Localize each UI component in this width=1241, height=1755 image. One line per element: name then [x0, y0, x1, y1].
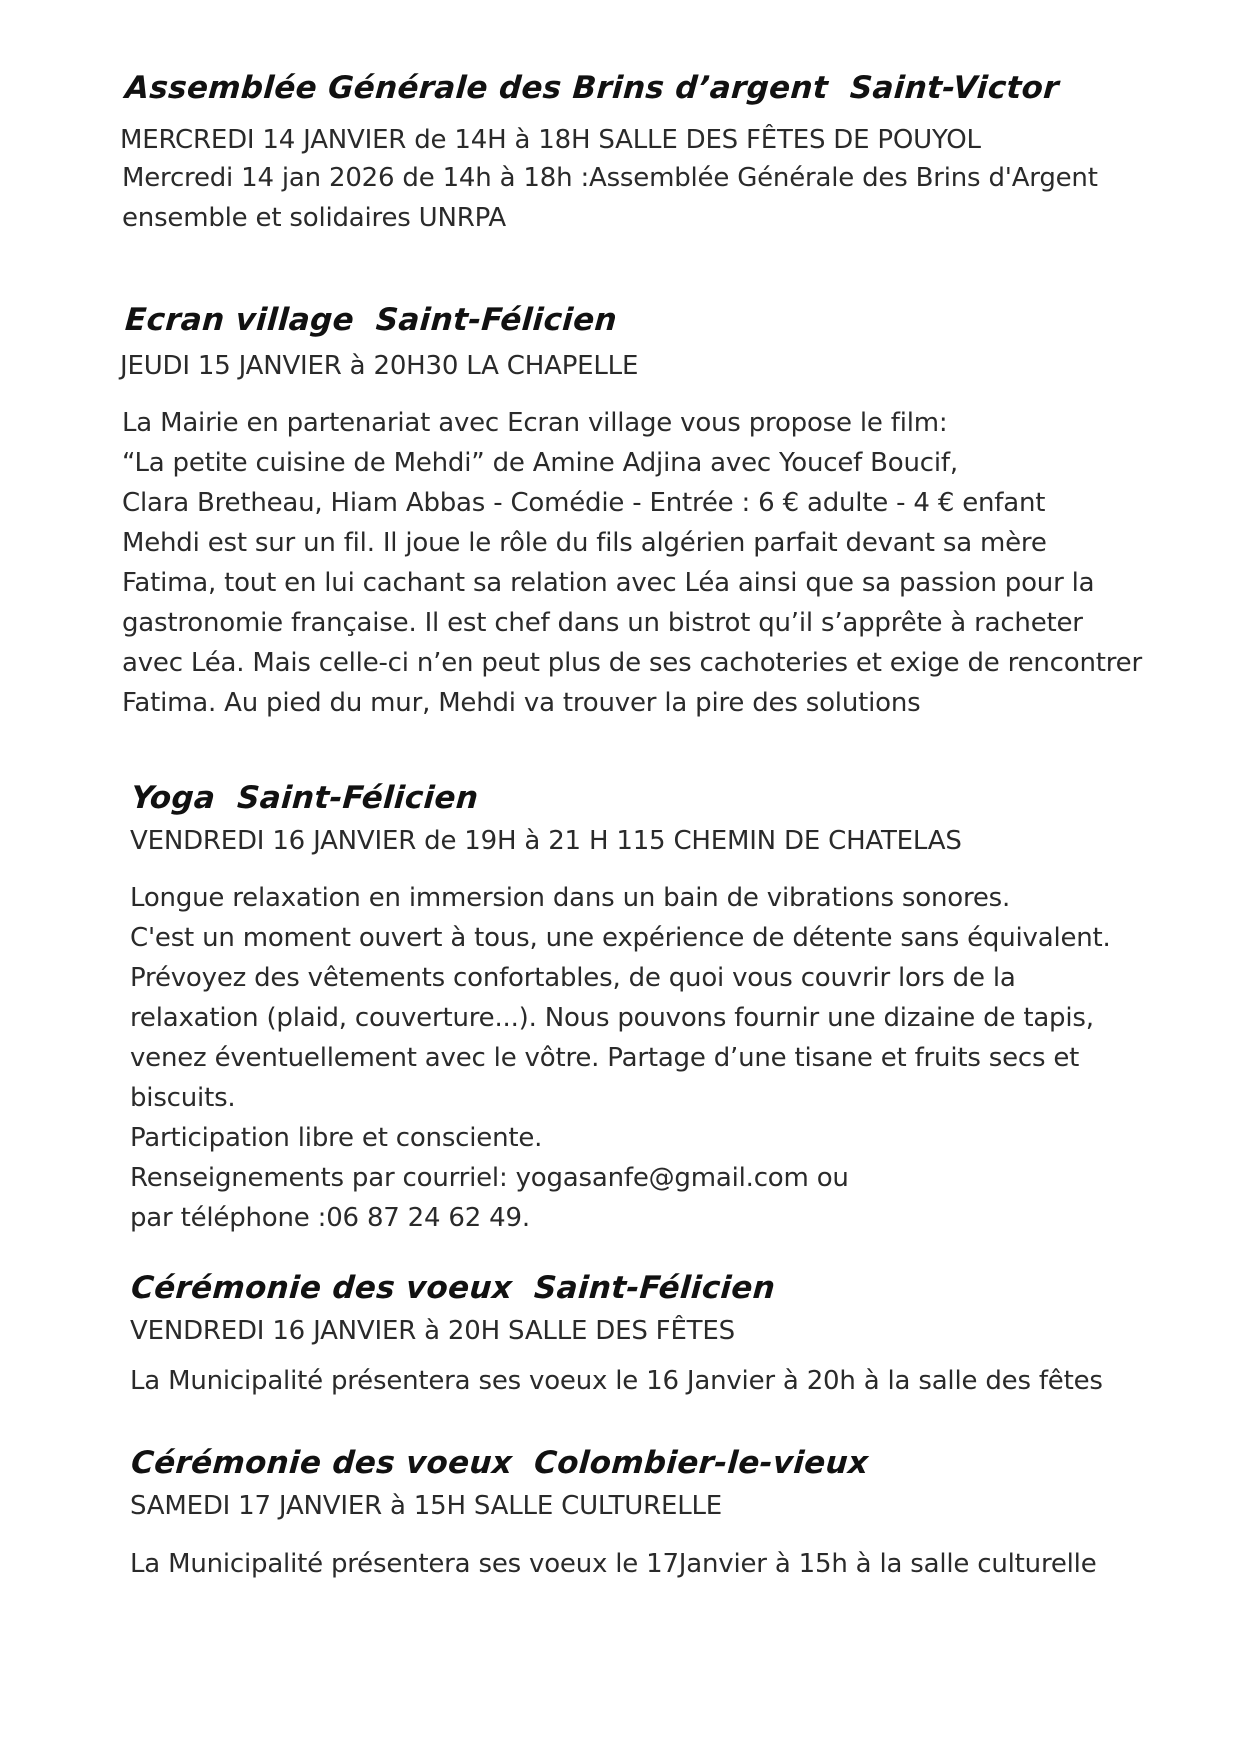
- description-line: “La petite cuisine de Mehdi” de Amine Adjina avec Youcef Boucif,: [122, 448, 958, 478]
- event-date-location: JEUDI 15 JANVIER à 20H30 LA CHAPELLE: [120, 351, 639, 381]
- description-line: Longue relaxation en immersion dans un bain de vibrations sonores.: [130, 883, 1011, 913]
- event-description: [130, 1544, 1097, 1584]
- event-title: [130, 1270, 776, 1306]
- event-description: [130, 1361, 1103, 1401]
- event-title-place: Saint-Félicien: [374, 302, 619, 338]
- event-title: [124, 302, 618, 338]
- description-line: avec Léa. Mais celle-ci n’en peut plus de ses cachoteries et exige de rencontrer: [122, 648, 1142, 678]
- description-line: La Municipalité présentera ses voeux le 17Janvier à 15h à la salle culturelle: [130, 1549, 1097, 1579]
- event-title-place: Colombier-le-vieux: [532, 1445, 870, 1481]
- event-title-place: Saint-Félicien: [532, 1270, 777, 1306]
- description-line: biscuits.: [130, 1083, 236, 1113]
- event-date-location: VENDREDI 16 JANVIER de 19H à 21 H 115 CHEMIN DE CHATELAS: [130, 826, 962, 856]
- description-line: Clara Bretheau, Hiam Abbas - Comédie - Entrée : 6 € adulte - 4 € enfant: [122, 488, 1046, 518]
- description-line: ensemble et solidaires UNRPA: [122, 203, 507, 233]
- event-title-place: Saint-Félicien: [236, 780, 480, 816]
- description-line: Mehdi est sur un fil. Il joue le rôle du fils algérien parfait devant sa mère: [122, 528, 1047, 558]
- event-date-location: VENDREDI 16 JANVIER à 20H SALLE DES FÊTES: [130, 1316, 735, 1346]
- description-line: La Municipalité présentera ses voeux le 16 Janvier à 20h à la salle des fêtes: [130, 1366, 1103, 1396]
- description-line: C'est un moment ouvert à tous, une expérience de détente sans équivalent.: [130, 923, 1111, 953]
- event-description: [122, 158, 1098, 238]
- description-line: relaxation (plaid, couverture...). Nous pouvons fournir une dizaine de tapis,: [130, 1003, 1094, 1033]
- description-line: Participation libre et consciente.: [130, 1123, 543, 1153]
- event-title-name: Cérémonie des voeux: [130, 1445, 514, 1481]
- event-description: [130, 878, 1111, 1238]
- event-title-name: Assemblée Générale des Brins d’argent: [124, 70, 830, 106]
- event-title-place: Saint-Victor: [848, 70, 1061, 106]
- description-line: Fatima. Au pied du mur, Mehdi va trouver la pire des solutions: [122, 688, 921, 718]
- event-title: [124, 70, 1060, 106]
- contact-email-line: Renseignements par courriel: yogasanfe@gmail.com ou: [130, 1163, 849, 1193]
- description-line: La Mairie en partenariat avec Ecran village vous propose le film:: [122, 408, 948, 438]
- event-title: [130, 1445, 870, 1481]
- event-date-location: MERCREDI 14 JANVIER de 14H à 18H SALLE DES FÊTES DE POUYOL: [120, 125, 981, 155]
- description-line: gastronomie française. Il est chef dans un bistrot qu’il s’apprête à racheter: [122, 608, 1083, 638]
- description-line: Mercredi 14 jan 2026 de 14h à 18h :Assemblée Générale des Brins d'Argent: [122, 163, 1098, 193]
- event-title: [130, 780, 480, 816]
- description-line: Fatima, tout en lui cachant sa relation avec Léa ainsi que sa passion pour la: [122, 568, 1095, 598]
- contact-phone-line: par téléphone :06 87 24 62 49.: [130, 1203, 530, 1233]
- description-line: Prévoyez des vêtements confortables, de quoi vous couvrir lors de la: [130, 963, 1016, 993]
- event-title-name: Ecran village: [124, 302, 356, 338]
- description-line: venez éventuellement avec le vôtre. Partage d’une tisane et fruits secs et: [130, 1043, 1080, 1073]
- event-date-location: SAMEDI 17 JANVIER à 15H SALLE CULTURELLE: [130, 1491, 723, 1521]
- event-title-name: Cérémonie des voeux: [130, 1270, 514, 1306]
- event-description: [122, 403, 1142, 723]
- event-title-name: Yoga: [130, 780, 217, 816]
